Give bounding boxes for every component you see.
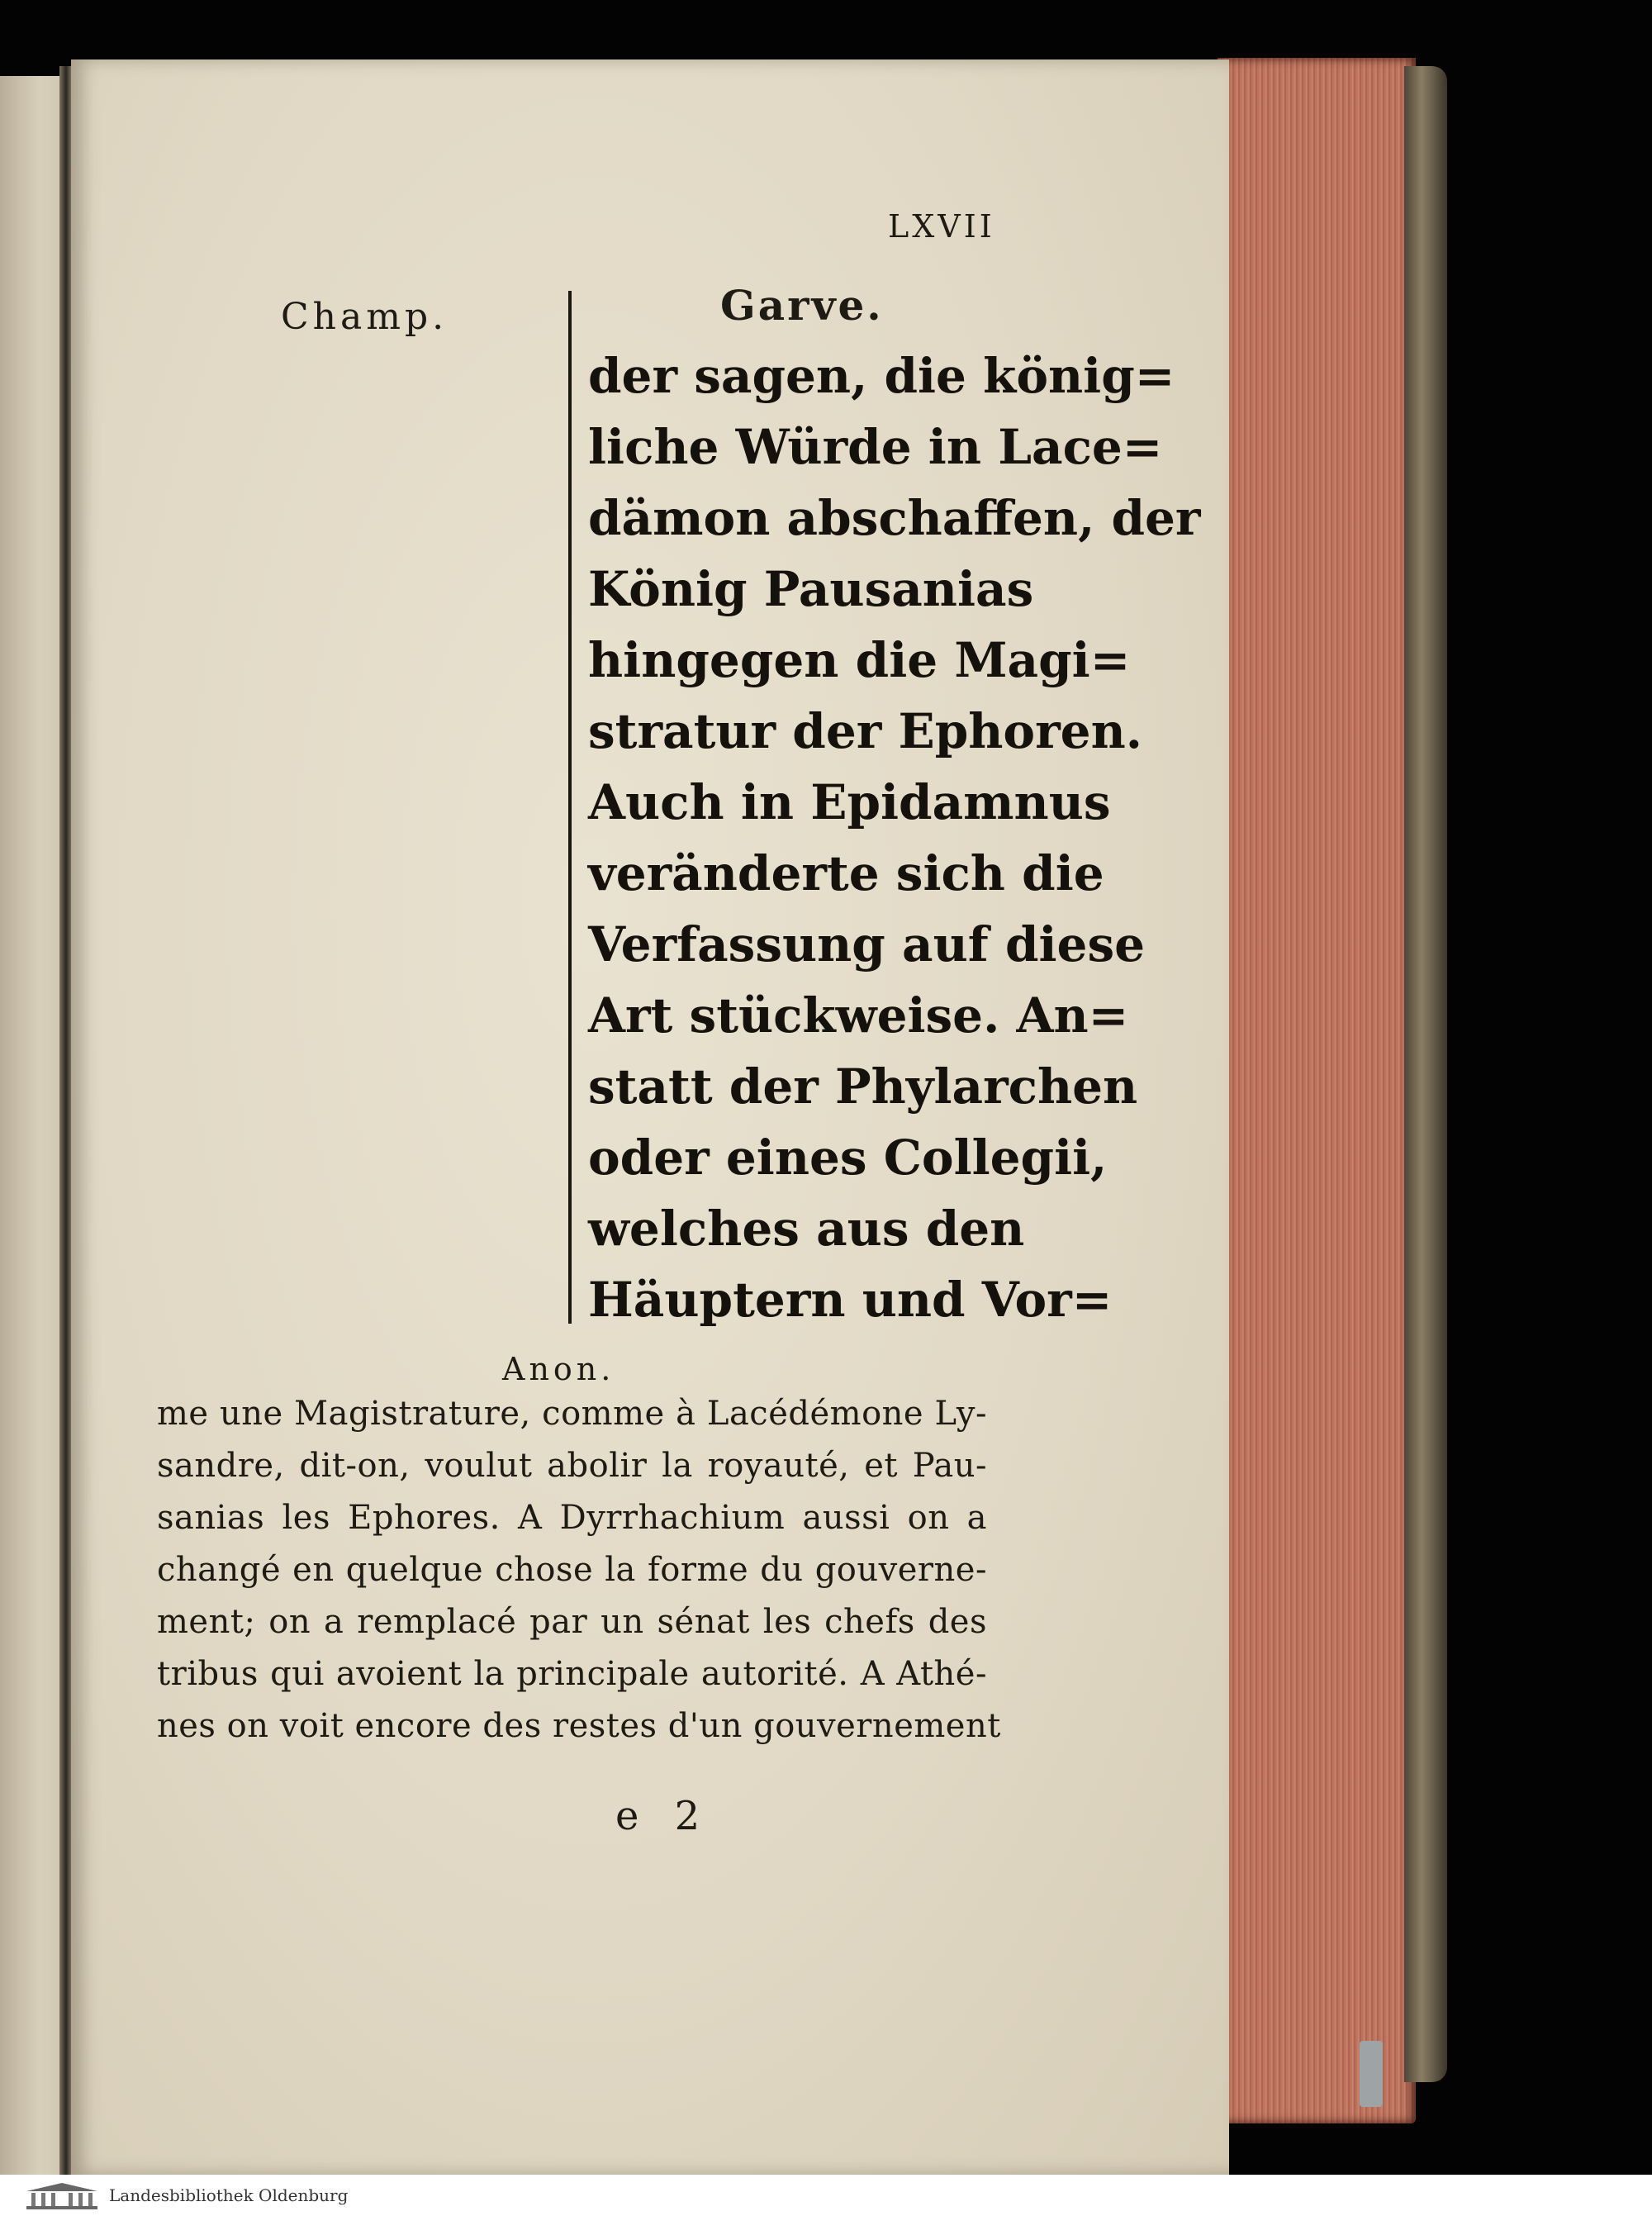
german-line: statt der Phylarchen (588, 1058, 1138, 1115)
french-line: changé en quelque chose la forme du gouverne- (157, 1551, 987, 1589)
german-line: hingegen die Magi= (588, 632, 1131, 688)
page-number: LXVII (888, 208, 995, 245)
book-cover (1404, 66, 1447, 2082)
french-line: ment; on a remplacé par un sénat les chefs des (157, 1603, 987, 1641)
french-line: sandre, dit-on, voulut abolir la royauté, et Pau- (157, 1447, 987, 1485)
signature-mark: e 2 (615, 1793, 712, 1839)
page-edges (1218, 58, 1416, 2123)
german-line: veränderte sich die (588, 845, 1104, 901)
column-divider (568, 291, 572, 1324)
french-line: me une Magistrature, comme à Lacédémone Ly- (157, 1395, 987, 1433)
french-text-block (157, 1388, 1001, 1752)
german-line: der sagen, die könig= (588, 348, 1175, 404)
left-column-header: Champ. (281, 296, 449, 338)
german-line: oder eines Collegii, (588, 1129, 1108, 1186)
library-name: Landesbibliothek Oldenburg (109, 2185, 349, 2205)
french-line: tribus qui avoient la principale autorité. A Athé- (157, 1655, 987, 1693)
german-line: Häuptern und Vor= (588, 1272, 1113, 1328)
german-line: König Pausanias (588, 561, 1034, 617)
german-line: dämon abschaffen, der (588, 490, 1201, 546)
german-text-column (588, 340, 1201, 1335)
german-line: stratur der Ephoren. (588, 703, 1142, 759)
german-line: liche Würde in Lace= (588, 419, 1163, 475)
right-column-header: Garve. (720, 281, 884, 330)
metal-clip (1360, 2041, 1383, 2107)
french-line: sanias les Ephores. A Dyrrhachium aussi on a (157, 1499, 987, 1537)
french-line: nes on voit encore des restes d'un gouvernement (157, 1707, 1001, 1745)
library-building-icon (25, 2181, 99, 2211)
left-page-edge (0, 76, 66, 2175)
german-line: Auch in Epidamnus (588, 774, 1111, 830)
german-line: Verfassung auf diese (588, 916, 1145, 972)
german-line: welches aus den (588, 1201, 1025, 1257)
german-line: Art stückweise. An= (588, 987, 1129, 1044)
bottom-section-header: Anon. (502, 1351, 615, 1387)
